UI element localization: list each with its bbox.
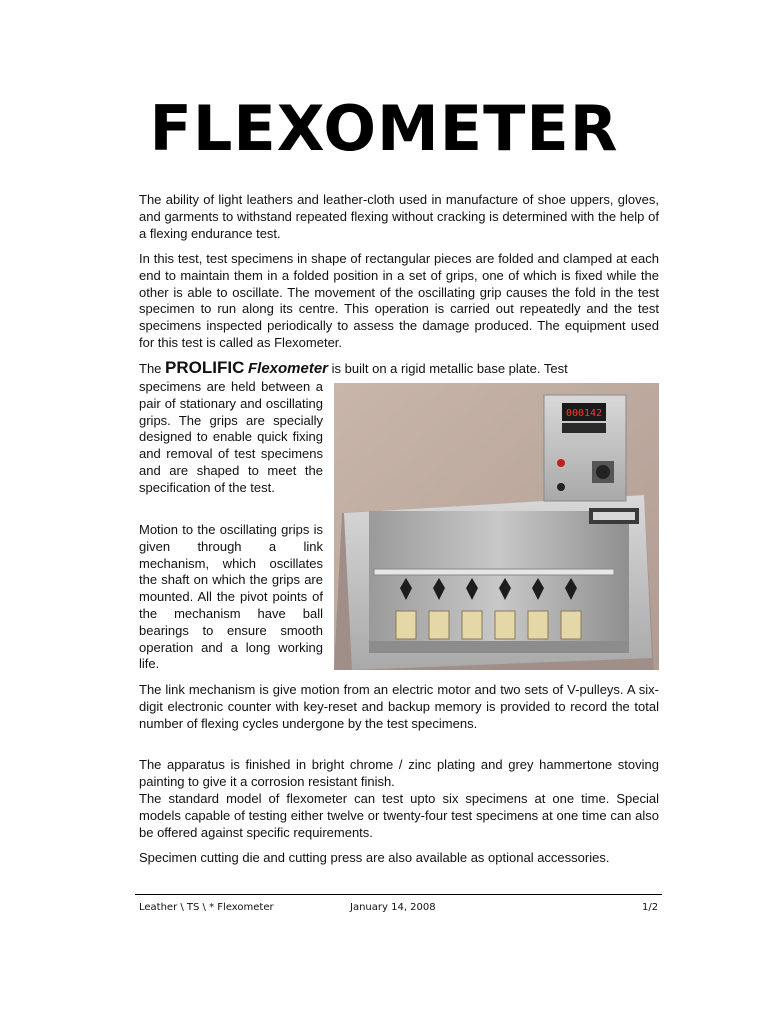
product-intro-line — [139, 360, 659, 378]
finish-paragraph: The apparatus is finished in bright chrome / zinc plating and grey hammertone stoving painting to give it a corrosion resistant finish. — [139, 757, 659, 789]
model-name: Flexometer — [247, 360, 329, 377]
grips-paragraph: specimens are held between a pair of stationary and oscillating grips. The grips are specially designed to enable quick fixing and removal of test specimens and are shaped to meet the specification of the test. — [139, 379, 323, 495]
brand-name: PROLIFIC — [165, 358, 245, 377]
test-description-paragraph: In this test, test specimens in shape of rectangular pieces are folded and clamped at each end to maintain them in a folded position in a set of grips, one of which is fixed while the other is able to oscillate. The movement of the oscillating grip causes the fold in the test specimen to run along its centre. This operation is carried out repeatedly and the test specimens inspected periodically to assess the damage produced. The equipment used for this test is called as Flexometer. — [139, 251, 659, 350]
page-title: FLEXOMETER — [149, 92, 619, 165]
models-paragraph: The standard model of flexometer can test upto six specimens at one time. Special models capable of testing either twelve or twenty-four test specimens at one time can also be offered against specific requirements. — [139, 791, 659, 840]
footer-date: January 14, 2008 — [350, 902, 436, 913]
product-intro-prefix: The — [139, 361, 166, 376]
footer-divider — [135, 894, 662, 895]
product-intro-suffix: is built on a rigid metallic base plate. Test — [328, 361, 568, 376]
mechanism-paragraph: Motion to the oscillating grips is given through a link mechanism, which oscillates the shaft on which the grips are mounted. All the pivot points of the mechanism have ball bearings to ensure smooth operation and a long working life. — [139, 522, 323, 672]
drive-paragraph: The link mechanism is give motion from an electric motor and two sets of V-pulleys. A six-digit electronic counter with key-reset and backup memory is provided to record the total number of flexing cycles undergone by the test specimens. — [139, 682, 659, 731]
accessories-paragraph: Specimen cutting die and cutting press are also available as optional accessories. — [139, 850, 610, 865]
intro-paragraph: The ability of light leathers and leather-cloth used in manufacture of shoe uppers, gloves, and garments to withstand repeated flexing without cracking is determined with the help of a flexing endurance test. — [139, 192, 659, 241]
footer-path: Leather \ TS \ * Flexometer — [139, 902, 274, 913]
counter-display: 000142 — [565, 408, 603, 419]
flexometer-photo — [334, 383, 659, 670]
footer-page-number: 1/2 — [642, 902, 659, 913]
